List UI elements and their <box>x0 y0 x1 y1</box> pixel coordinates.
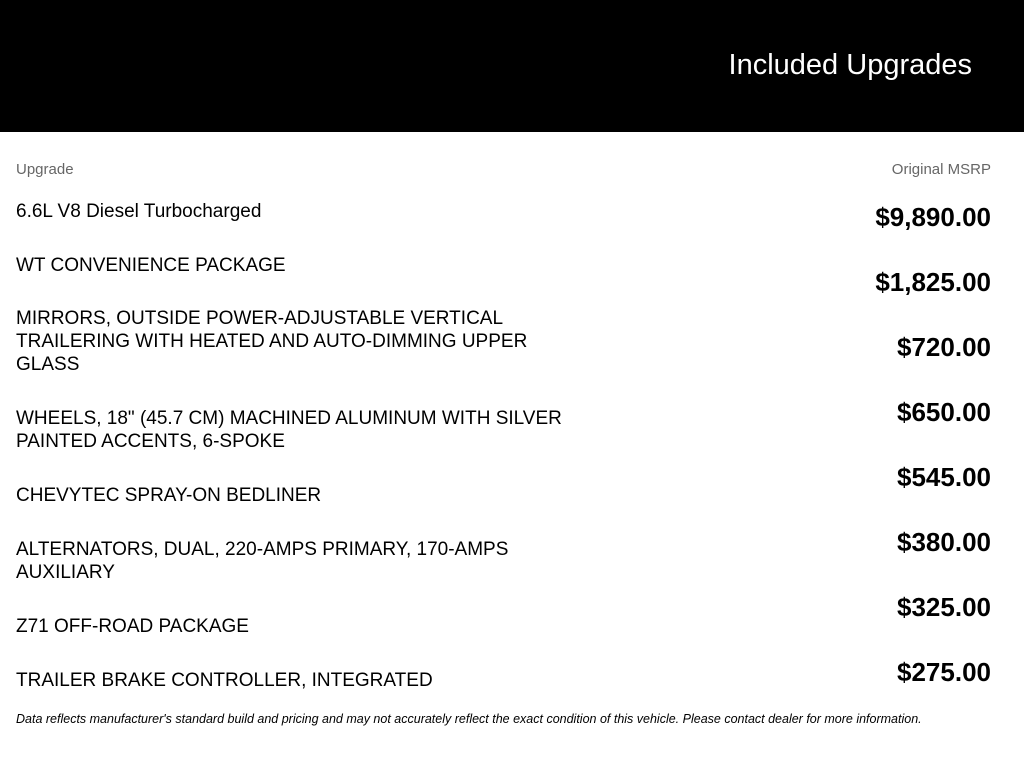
upgrade-name: WHEELS, 18" (45.7 CM) MACHINED ALUMINUM WITH SILVER PAINTED ACCENTS, 6-SPOKE <box>16 408 562 452</box>
upgrade-price: $325.00 <box>897 592 991 622</box>
upgrade-item <box>16 538 576 584</box>
upgrade-item <box>16 615 576 638</box>
disclaimer-text: Data reflects manufacturer's standard build and pricing and may not accurately reflect the exact condition of this vehicle. Please contact dealer for more information. <box>16 712 922 726</box>
upgrade-name: MIRRORS, OUTSIDE POWER-ADJUSTABLE VERTICAL TRAILERING WITH HEATED AND AUTO-DIMMING UPPER GLASS <box>16 308 528 375</box>
upgrade-name: Z71 OFF-ROAD PACKAGE <box>16 616 249 637</box>
upgrade-item <box>16 307 576 376</box>
upgrade-name: WT CONVENIENCE PACKAGE <box>16 255 286 276</box>
upgrade-price: $380.00 <box>897 527 991 557</box>
page-title: Included Upgrades <box>728 49 972 81</box>
upgrade-item <box>16 200 576 223</box>
upgrade-column-header: Upgrade <box>16 161 74 178</box>
upgrade-price: $275.00 <box>897 657 991 687</box>
upgrade-name: CHEVYTEC SPRAY-ON BEDLINER <box>16 485 322 506</box>
upgrade-price: $1,825.00 <box>875 267 991 297</box>
upgrade-item <box>16 407 576 453</box>
upgrade-name: 6.6L V8 Diesel Turbocharged <box>16 201 262 222</box>
upgrade-name: ALTERNATORS, DUAL, 220-AMPS PRIMARY, 170-AMPS AUXILIARY <box>16 539 509 583</box>
upgrade-price: $9,890.00 <box>875 202 991 232</box>
upgrade-item <box>16 484 576 507</box>
upgrade-price: $545.00 <box>897 462 991 492</box>
upgrade-item <box>16 254 576 277</box>
msrp-column-header: Original MSRP <box>891 161 991 178</box>
upgrade-item <box>16 669 576 692</box>
upgrade-price: $720.00 <box>897 332 991 362</box>
header-banner <box>0 0 1024 132</box>
upgrade-name: TRAILER BRAKE CONTROLLER, INTEGRATED <box>16 670 433 691</box>
upgrade-price: $650.00 <box>897 397 991 427</box>
